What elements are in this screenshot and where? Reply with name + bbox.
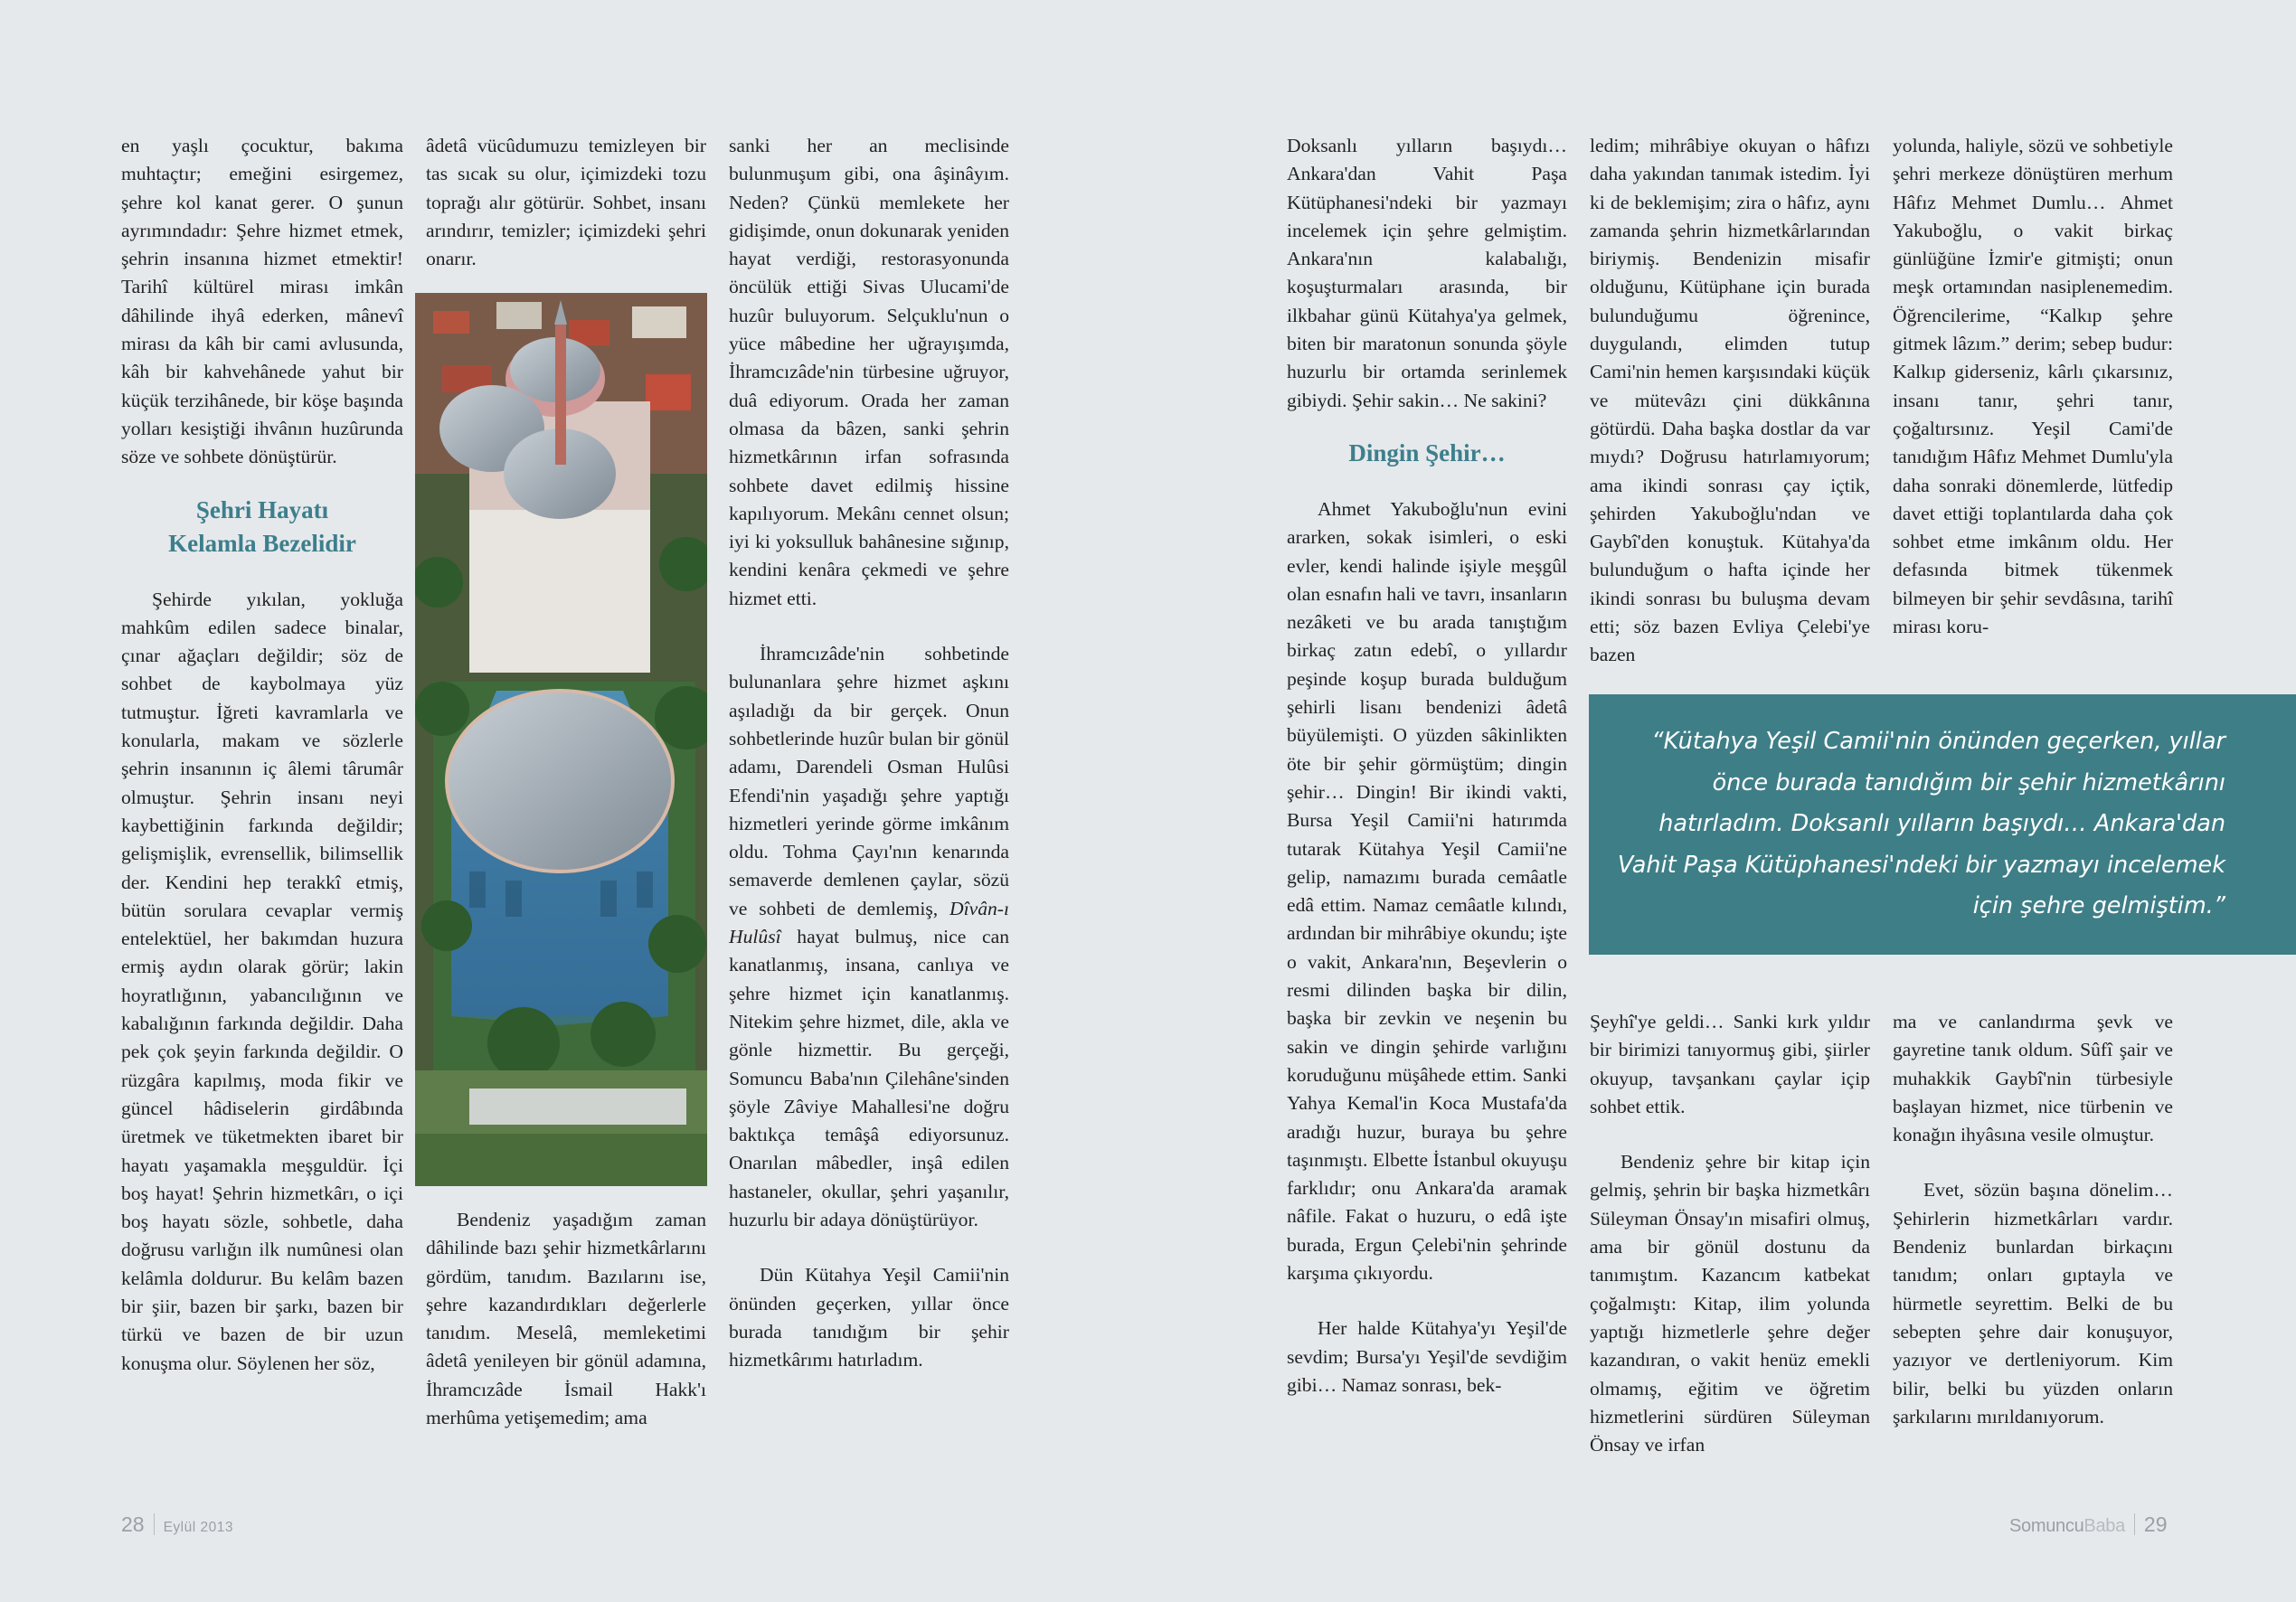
pull-quote-line: “Kütahya Yeşil Camii'nin önünden geçerken, yıllar — [1651, 728, 2225, 755]
right-column-3-bottom — [1893, 1008, 2173, 1431]
paragraph: Şehirde yıkılan, yokluğa mahkûm edilen sadece binalar, çınar ağaçları değildir; söz de sohbet de kaybolmaya yüz tutmuştur. İğreti kavramlarla ve konularla, makam ve sözlerle şehrin insanının iç âlemi târumâr olmuştur. Şehrin insanı neyi kaybettiğinin farkında değildir; gelişmişlik, evrensellik, bilimsellik der. Kendini hep terakkî etmiş, bütün sorulara cevaplar vermiş entelektüel, her bakımdan huzura ermiş aydın olarak görür; lakin hoyratlığının, yabancılığının ve kabalığının farkında değildir. Daha pek çok şeyin farkında değildir. O rüzgâra kapılmış, moda fikir ve güncel hâdiselerin girdâbında üretmek ve tüketmekten ibaret bir hayatı yaşamakla meşguldür. İçi boş hayat! Şehrin hizmetkârı, o içi boş hayatı sözle, sohbetle, daha doğrusu varlığın ilk numûnesi olan kelâmla doldurur. Bu kelâm bazen bir şiir, bazen bir şarkı, bazen bir türkü ve bazen de bir uzun konuşma olur. Söylenen her söz, — [121, 588, 403, 1374]
pull-quote-box — [1589, 694, 2296, 955]
left-column-1 — [121, 132, 403, 1378]
left-column-2-top — [426, 132, 706, 273]
right-footer — [2009, 1512, 2168, 1537]
paragraph: yolunda, haliyle, sözü ve sohbetiyle şehri merkeze dönüştüren merhum Hâfız Mehmet Dumlu… Ahmet Yakuboğlu, o vakit birkaç günlüğüne İzmir'e gitmişti; onun meşk ortamından nasiplenemedim. Öğrencilerime, “Kalkıp şehre gitmek lâzım.” derim; sebep budur: Kalkıp giderseniz, kârlı çıkarsınız, insanı tanır, şehri tanır, çoğaltırsınız. Yeşil Cami'de tanıdığım Hâfız Mehmet Dumlu'yla daha sonraki dönemlerde, lütfedip davet ettiği toplantılarda daha çok sohbet etme imkânım oldu. Her defasında bitmek tükenmek bilmeyen bir şehir sevdâsına, tarihî mirası koru- — [1893, 135, 2173, 638]
pull-quote-line: için şehre gelmiştim.” — [1972, 892, 2225, 919]
paragraph: Bendeniz şehre bir kitap için gelmiş, şehrin bir başka hizmetkârı Süleyman Önsay'ın misafiri olmuş, ama bir gönül dostunu da tanımıştım. Kazancım katbekat çoğalmıştı: Kitap, ilim yolunda yaptığı hizmetlerle şehre değer kazandıran, o vakit henüz emekli olmamış, eğitim ve öğretim hizmetlerini sürdüren Süleyman Önsay ve irfan — [1590, 1151, 1870, 1456]
paragraph: Doksanlı yılların başıydı… Ankara'dan Vahit Paşa Kütüphanesi'ndeki bir yazmayı incelemek için şehre gelmiştim. Ankara'nın kalabalığı, koşuşturmaları arasında, bir ilkbahar günü Kütahya'ya gelmek, biten bir maratonun sonunda şöyle huzurlu bir ortamda serinlemek gibiydi. Şehir sakin… Ne sakini? — [1287, 135, 1567, 411]
paragraph: Evet, sözün başına dönelim… Şehirlerin hizmetkârları vardır. Bendeniz bunlardan birkaçını tanıdım; onları gıptayla ve hürmetle seyrettim. Belki de bu sebepten şehre dair konuşuyor, yazıyor ve dertleniyorum. Kim bilir, belki bu yüzden onların şarkılarını mırıldanıyorum. — [1893, 1179, 2173, 1428]
right-column-2-top — [1590, 132, 1870, 670]
magazine-logo-suffix: Baba — [2083, 1516, 2125, 1536]
pull-quote-line: Vahit Paşa Kütüphanesi'ndeki bir yazmayı incelemek — [1617, 851, 2225, 879]
page-number: 29 — [2143, 1512, 2168, 1536]
issue-date: Eylül 2013 — [163, 1520, 233, 1535]
paragraph: Her halde Kütahya'yı Yeşil'de sevdim; Bursa'yı Yeşil'de sevdiğim gibi… Namaz sonrası, bek- — [1287, 1317, 1567, 1396]
mosque-aerial-photo — [415, 293, 707, 1186]
paragraph: sanki her an meclisinde bulunmuşum gibi, ona âşinâyım. Neden? Çünkü memlekete her gidişimde, onun dokunarak yeniden hayat verdiği, restorasyonunda öncülük ettiği Sivas Ulucami'de huzûr buluyorum. Selçuklu'nun o yüce mâbedine her uğrayışımda, İhramcızâde'nin türbesine uğruyor, duâ ediyorum. Orada her zaman olmasa da bâzen, sanki şehrin hizmetkârının irfan sofrasında sohbete davet edilmiş hissine kapılıyorum. Mekânı cennet olsun; iyi ki yoksulluk bahânesine sığınıp, kendini kenâra çekmedi ve şehre hizmet etti. — [729, 135, 1009, 609]
left-column-3 — [729, 132, 1009, 1374]
pull-quote-line: önce burada tanıdığım bir şehir hizmetkârını — [1712, 768, 2225, 796]
paragraph: âdetâ vücûdumuzu temizleyen bir tas sıcak su olur, içimizdeki tozu toprağı alır götürür. Sohbet, insanı arındırır, temizler; içimizdeki şehri onarır. — [426, 135, 706, 270]
mosque-illustration — [415, 293, 707, 1186]
paragraph: İhramcızâde'nin sohbetinde bulunanlara şehre hizmet aşkını aşıladığı da bir gerçek. Onun sohbetlerinde huzûr bulan bir gönül adamı, Darendeli Osman Hulûsi Efendi'nin yaşadığı şehre yaptığı hizmetleri yerinde görme imkânım oldu. Tohma Çayı'nın kenarında semaverde demlenen çaylar, sözü ve sohbeti de demlemiş, Dîvân-ı Hulûsî hayat bulmuş, nice can kanatlanmış, insana, canlıya ve şehre hizmet için kanatlanmış. Nitekim şehre hizmet, dile, akla ve gönle hizmettir. Bu gerçeği, Somuncu Baba'nın Çilehâne'sinden şöyle Zâviye Mahallesi'ne doğru baktıkça temâşâ ediyorsunuz. Onarılan mâbedler, inşâ edilen hastaneler, okullar, şehri yaşanılır, huzurlu bir adaya dönüştürüyor. — [729, 643, 1009, 1230]
right-column-2-bottom — [1590, 1008, 1870, 1459]
paragraph: ma ve canlandırma şevk ve gayretine tanık oldum. Sûfî şair ve muhakkik Gaybî'nin türbesiyle başlayan hizmet, nice türbenin ve konağın ihyâsına vesile olmuştur. — [1893, 1011, 2173, 1146]
paragraph: ledim; mihrâbiye okuyan o hâfızı daha yakından tanımak istedim. İyi ki de beklemişim; zira o hâfız, aynı zamanda şehrin hizmetkârlarından biriymiş. Bendenizin misafir olduğunu, Kütüphane için burada bulunduğumu öğrenince, duygulandı, elimden tutup Cami'nin hemen karşısındaki küçük ve mütevâzı çini dükkânına götürdü. Daha başka dostlar da var mıydı? Doğrusu hatırlamıyorum; ama ikindi sonrası çay içtik, şehirden Yakuboğlu'ndan ve Gaybî'den konuştuk. Kütahya'da bulunduğum o hafta içinde her ikindi sonrası bu buluşma devam etti; söz bazen Evliya Çelebi'ye bazen — [1590, 135, 1870, 666]
section-heading: Şehri Hayatı Kelamla Bezelidir — [168, 495, 356, 557]
pull-quote-line: hatırladım. Doksanlı yılların başıydı… Ankara'dan — [1658, 810, 2225, 837]
right-column-3-top — [1893, 132, 2173, 641]
left-column-2-bottom — [426, 1206, 706, 1432]
left-footer — [121, 1512, 233, 1537]
section-heading: Dingin Şehir… — [1348, 438, 1506, 466]
right-column-1 — [1287, 132, 1567, 1399]
paragraph: Dün Kütahya Yeşil Camii'nin önünden geçerken, yıllar önce burada tanıdığım bir şehir hizmetkârımı hatırladım. — [729, 1264, 1009, 1371]
paragraph: en yaşlı çocuktur, bakıma muhtaçtır; emeğini esirgemez, şehre kol kanat gerer. O şunun ayrımındadır: Şehre hizmet etmek, şehrin insanına hizmet etmektir! Tarihî kültürel mirası imkân dâhilinde ihyâ ederken, mânevî mirası da kâh bir cami avlusunda, kâh bir kahvehânede yahut bir küçük terzihânede, bir köşe başında yolları kesiştiği ihvânın huzûrunda söze ve sohbete dönüştürür. — [121, 135, 403, 468]
page-number: 28 — [121, 1512, 145, 1536]
paragraph: Ahmet Yakuboğlu'nun evini ararken, sokak isimleri, o eski evler, kendi halinde işiyle meşgûl olan esnafın hali ve tavrı, insanların nezâketi ve bu arada tanıştığım birkaç zatın edebî, o yıllardır peşinde koşup burada bulduğum şehirli lisanı bendenizi âdetâ büyülemişti. O yüzden sâkinlikten öte bir şehir görmüştüm; dingin şehir… Dingin! Bir ikindi vakti, Bursa Yeşil Camii'ni hatırımda tutarak Kütahya Yeşil Camii'ne gelip, namazımı burada cemâatle edâ ettim. Namaz cemâatle kılındı, ardından bir mihrâbiye okundu; işte o vakit, Ankara'nın, Beşevlerin o resmi dilinden başka bir dilin, başka bir zevkin ve neşenin bu sakin ve dingin şehirde varlığını koruduğunu müşâhede ettim. Sanki Yahya Kemal'in Koca Mustafa'da aradığı huzur, buraya bu şehre taşınmıştı. Elbette İstanbul okuyuşu farklıdır; onu Ankara'da aramak nâfile. Fakat o huzuru, o edâ işte burada, Ergun Çelebi'nin şehrinde karşıma çıkıyordu. — [1287, 497, 1567, 1284]
paragraph: Şeyhî'ye geldi… Sanki kırk yıldır bir birimizi tanıyormuş gibi, şiirler okuyup, tavşankanı çaylar içip sohbet ettik. — [1590, 1011, 1870, 1117]
magazine-logo: Somuncu — [2009, 1516, 2084, 1536]
paragraph: Bendeniz yaşadığım zaman dâhilinde bazı şehir hizmetkârlarını gördüm, tanıdım. Bazılarını ise, şehre kazandırdıkları değerlerle tanıdım. Meselâ, memleketimi âdetâ yenileyen bir gönül adamına, İhramcızâde İsmail Hakk'ı merhûma yetişemedim; ama — [426, 1209, 706, 1429]
